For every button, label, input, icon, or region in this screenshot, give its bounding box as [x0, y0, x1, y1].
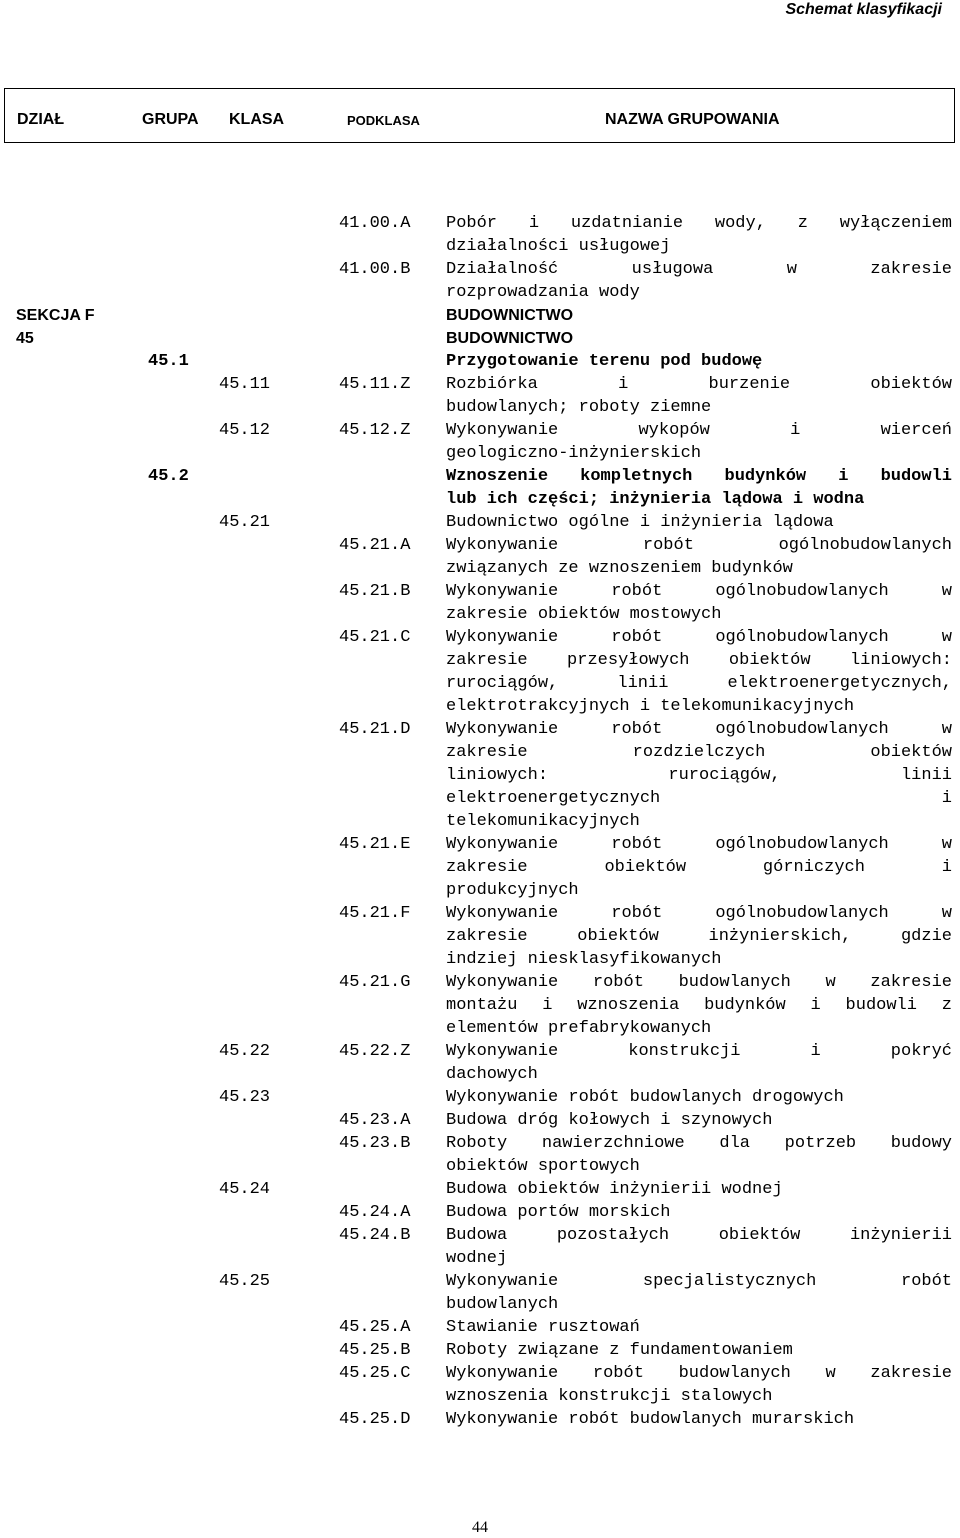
row-klasa: 45.22: [219, 1042, 271, 1061]
table-row: [0, 1339, 960, 1362]
row-name: [446, 1132, 952, 1178]
table-row: [0, 304, 960, 327]
table-row: [0, 580, 960, 626]
row-name-line: zakresie obiektów inżynierskich, gdzie: [446, 927, 952, 946]
row-name-line: Rozbiórka i burzenie obiektów: [446, 375, 952, 394]
row-name-line: geologiczno-inżynierskich: [446, 444, 702, 463]
table-row: [0, 534, 960, 580]
table-row: [0, 1270, 960, 1316]
row-name: [446, 718, 952, 833]
row-name: [446, 327, 952, 350]
page-title: Schemat klasyfikacji: [785, 1, 942, 18]
row-podklasa: 41.00.A: [339, 214, 411, 233]
row-name-line: rurociągów, linii elektroenergetycznych,: [446, 674, 952, 693]
row-name-line: Wykonywanie robót budowlanych drogowych: [446, 1088, 844, 1107]
row-name-line: Wykonywanie konstrukcji i pokryć: [446, 1042, 952, 1061]
table-row: [0, 511, 960, 534]
row-name-line: lub ich części; inżynieria lądowa i wodna: [446, 490, 865, 509]
row-podklasa: 45.21.B: [339, 582, 411, 601]
row-name: [446, 626, 952, 718]
classification-rows: [0, 212, 960, 1431]
row-podklasa: 45.21.C: [339, 628, 411, 647]
row-klasa: 45.12: [219, 421, 271, 440]
row-klasa: 45.21: [219, 513, 271, 532]
row-name: [446, 1362, 952, 1408]
row-name: [446, 971, 952, 1040]
table-row: [0, 1178, 960, 1201]
row-podklasa: 45.25.D: [339, 1410, 411, 1429]
header-podklasa: PODKLASA: [347, 113, 420, 128]
row-name-line: montażu i wznoszenia budynków i budowli z: [446, 996, 952, 1015]
row-name-line: budowlanych: [446, 1295, 559, 1314]
row-name: [446, 1316, 952, 1339]
row-name-line: zakresie obiektów mostowych: [446, 605, 722, 624]
row-name-line: Wykonywanie wykopów i wierceń: [446, 421, 952, 440]
table-row: [0, 1201, 960, 1224]
row-podklasa: 45.11.Z: [339, 375, 411, 394]
row-name: [446, 1109, 952, 1132]
row-name: [446, 1224, 952, 1270]
row-grupa: 45.1: [148, 352, 189, 371]
row-name-line: Budowa portów morskich: [446, 1203, 671, 1222]
row-name-line: BUDOWNICTWO: [446, 330, 574, 347]
header-grupa: GRUPA: [142, 111, 199, 128]
row-name-line: rozprowadzania wody: [446, 283, 640, 302]
row-podklasa: 45.25.A: [339, 1318, 411, 1337]
row-klasa: 45.23: [219, 1088, 271, 1107]
table-row: [0, 1086, 960, 1109]
row-name-line: Stawianie rusztowań: [446, 1318, 640, 1337]
row-klasa: 45.24: [219, 1180, 271, 1199]
row-name-line: działalności usługowej: [446, 237, 671, 256]
row-name-line: zakresie przesyłowych obiektów liniowych:: [446, 651, 952, 670]
row-name-line: obiektów sportowych: [446, 1157, 640, 1176]
table-row: [0, 1224, 960, 1270]
table-row: [0, 1040, 960, 1086]
row-name-line: Budowa dróg kołowych i szynowych: [446, 1111, 773, 1130]
row-name: [446, 258, 952, 304]
row-name: [446, 580, 952, 626]
row-podklasa: 45.25.C: [339, 1364, 411, 1383]
row-name: [446, 1086, 952, 1109]
table-row: [0, 373, 960, 419]
row-podklasa: 45.23.B: [339, 1134, 411, 1153]
row-grupa: 45.2: [148, 467, 189, 486]
row-name-line: Działalność usługowa w zakresie: [446, 260, 952, 279]
row-name: [446, 1339, 952, 1362]
row-name: [446, 350, 952, 373]
table-header: [4, 88, 955, 143]
row-name: [446, 304, 952, 327]
row-name-line: Wykonywanie robót budowlanych murarskich: [446, 1410, 855, 1429]
row-name-line: Wykonywanie specjalistycznych robót: [446, 1272, 952, 1291]
row-name-line: Wykonywanie robót ogólnobudowlanych w: [446, 835, 952, 854]
row-name-line: BUDOWNICTWO: [446, 307, 574, 324]
page-number: 44: [472, 1519, 488, 1536]
row-name-line: Budowa obiektów inżynierii wodnej: [446, 1180, 783, 1199]
row-klasa: 45.11: [219, 375, 271, 394]
row-name: [446, 1201, 952, 1224]
row-name-line: elektroenergetycznych i: [446, 789, 952, 808]
row-name-line: Wykonywanie robót ogólnobudowlanych w: [446, 628, 952, 647]
row-name: [446, 465, 952, 511]
row-name-line: liniowych: rurociągów, linii: [446, 766, 952, 785]
row-name-line: Wykonywanie robót budowlanych w zakresie: [446, 1364, 952, 1383]
row-dzial: SEKCJA F: [16, 307, 95, 324]
row-name-line: Pobór i uzdatnianie wody, z wyłączeniem: [446, 214, 952, 233]
row-name-line: produkcyjnych: [446, 881, 579, 900]
row-name: [446, 212, 952, 258]
row-podklasa: 41.00.B: [339, 260, 411, 279]
table-row: [0, 258, 960, 304]
row-name-line: Roboty związane z fundamentowaniem: [446, 1341, 793, 1360]
row-name: [446, 1408, 952, 1431]
row-podklasa: 45.21.A: [339, 536, 411, 555]
table-row: [0, 327, 960, 350]
row-name-line: elementów prefabrykowanych: [446, 1019, 712, 1038]
row-name-line: Przygotowanie terenu pod budowę: [446, 352, 763, 371]
row-name-line: telekomunikacyjnych: [446, 812, 640, 831]
row-name-line: dachowych: [446, 1065, 538, 1084]
row-name: [446, 534, 952, 580]
row-name: [446, 373, 952, 419]
row-name-line: zakresie obiektów górniczych i: [446, 858, 952, 877]
row-podklasa: 45.25.B: [339, 1341, 411, 1360]
table-row: [0, 971, 960, 1040]
row-name-line: Wykonywanie robót ogólnobudowlanych: [446, 536, 952, 555]
row-dzial: 45: [16, 330, 34, 347]
row-name-line: Wykonywanie robót ogólnobudowlanych w: [446, 582, 952, 601]
row-podklasa: 45.22.Z: [339, 1042, 411, 1061]
row-name-line: Budowa pozostałych obiektów inżynierii: [446, 1226, 952, 1245]
row-name: [446, 1040, 952, 1086]
row-name-line: Wykonywanie robót budowlanych w zakresie: [446, 973, 952, 992]
row-name-line: indziej niesklasyfikowanych: [446, 950, 722, 969]
row-name-line: wznoszenia konstrukcji stalowych: [446, 1387, 773, 1406]
table-row: [0, 902, 960, 971]
table-row: [0, 833, 960, 902]
row-name-line: Wykonywanie robót ogólnobudowlanych w: [446, 904, 952, 923]
table-row: [0, 1109, 960, 1132]
row-name: [446, 833, 952, 902]
table-row: [0, 419, 960, 465]
row-name-line: Roboty nawierzchniowe dla potrzeb budowy: [446, 1134, 952, 1153]
row-podklasa: 45.21.G: [339, 973, 411, 992]
row-name: [446, 419, 952, 465]
row-podklasa: 45.24.B: [339, 1226, 411, 1245]
row-name: [446, 902, 952, 971]
table-row: [0, 212, 960, 258]
row-name-line: budowlanych; roboty ziemne: [446, 398, 712, 417]
table-row: [0, 1132, 960, 1178]
row-name-line: Budownictwo ogólne i inżynieria lądowa: [446, 513, 834, 532]
header-nazwa: NAZWA GRUPOWANIA: [605, 111, 780, 128]
row-name-line: elektrotrakcyjnych i telekomunikacyjnych: [446, 697, 855, 716]
header-dzial: DZIAŁ: [17, 111, 65, 128]
row-podklasa: 45.21.D: [339, 720, 411, 739]
table-row: [0, 350, 960, 373]
row-podklasa: 45.21.E: [339, 835, 411, 854]
table-row: [0, 465, 960, 511]
row-name-line: wodnej: [446, 1249, 508, 1268]
row-name-line: związanych ze wznoszeniem budynków: [446, 559, 793, 578]
row-name-line: zakresie rozdzielczych obiektów: [446, 743, 952, 762]
row-name: [446, 1270, 952, 1316]
row-podklasa: 45.24.A: [339, 1203, 411, 1222]
row-podklasa: 45.21.F: [339, 904, 411, 923]
table-row: [0, 1408, 960, 1431]
table-row: [0, 1362, 960, 1408]
row-name: [446, 1178, 952, 1201]
header-klasa: KLASA: [229, 111, 285, 128]
table-row: [0, 718, 960, 833]
row-podklasa: 45.12.Z: [339, 421, 411, 440]
row-name-line: Wykonywanie robót ogólnobudowlanych w: [446, 720, 952, 739]
row-klasa: 45.25: [219, 1272, 271, 1291]
row-name-line: Wznoszenie kompletnych budynków i budowli: [446, 467, 952, 486]
row-podklasa: 45.23.A: [339, 1111, 411, 1130]
table-row: [0, 1316, 960, 1339]
row-name: [446, 511, 952, 534]
table-row: [0, 626, 960, 718]
